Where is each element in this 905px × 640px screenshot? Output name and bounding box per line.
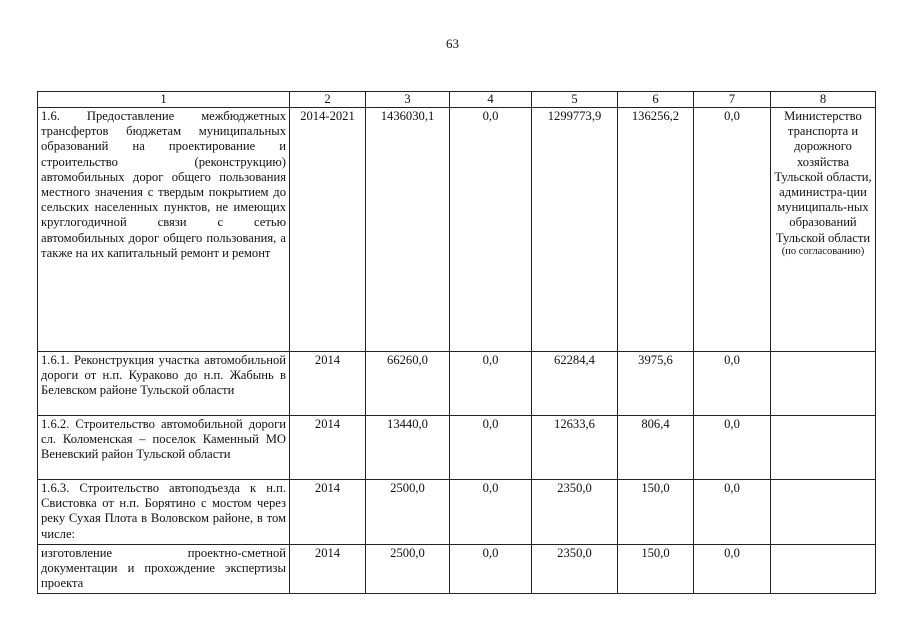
col7-cell: 0,0 — [694, 480, 771, 545]
activity-name-cell: 1.6. Предоставление межбюджетных трансфертов бюджетам муниципальных образований на проектирование и строительство (реконструкцию) автомобильных дорог общего пользования местного значения с твердым покрытием до сельских населенных пунктов, не имеющих круглогодичной связи с сетью автомобильных дорог общего пользования, а также на их капитальный ремонт и ремонт — [38, 108, 290, 352]
col6-cell: 150,0 — [618, 544, 694, 594]
page-number: 63 — [446, 36, 459, 51]
activity-name-cell: изготовление проектно-сметной документации и прохождение экспертизы проекта — [38, 544, 290, 594]
period-cell: 2014 — [290, 352, 366, 416]
column-header-4: 4 — [450, 92, 532, 108]
executor-text: Министерство транспорта и дорожного хозяйства Тульской области, администра-ции муниципаль-ных образований Тульской области — [774, 109, 872, 245]
executor-cell — [771, 416, 876, 480]
col6-cell: 136256,2 — [618, 108, 694, 352]
executor-cell — [771, 544, 876, 594]
activity-name-cell: 1.6.3. Строительство автоподъезда к н.п. Свистовка от н.п. Борятино с мостом через реку Сухая Плота в Воловском районе, в том числе: — [38, 480, 290, 545]
total-cell: 66260,0 — [366, 352, 450, 416]
column-header-3: 3 — [366, 92, 450, 108]
executor-note: (по согласованию) — [781, 245, 865, 257]
total-cell: 1436030,1 — [366, 108, 450, 352]
table-row — [38, 352, 876, 416]
executor-cell — [771, 480, 876, 545]
col5-cell: 2350,0 — [532, 480, 618, 545]
header-row — [38, 92, 876, 108]
period-cell: 2014-2021 — [290, 108, 366, 352]
total-cell: 13440,0 — [366, 416, 450, 480]
col7-cell: 0,0 — [694, 416, 771, 480]
activity-name-cell: 1.6.1. Реконструкция участка автомобильной дороги от н.п. Кураково до н.п. Жабынь в Белевском районе Тульской области — [38, 352, 290, 416]
column-header-8: 8 — [771, 92, 876, 108]
period-cell: 2014 — [290, 480, 366, 545]
col4-cell: 0,0 — [450, 416, 532, 480]
total-cell: 2500,0 — [366, 544, 450, 594]
col5-cell: 12633,6 — [532, 416, 618, 480]
program-table — [37, 91, 876, 594]
col4-cell: 0,0 — [450, 544, 532, 594]
column-header-2: 2 — [290, 92, 366, 108]
activity-name-cell: 1.6.2. Строительство автомобильной дороги сл. Коломенская – поселок Каменный МО Веневский район Тульской области — [38, 416, 290, 480]
col7-cell: 0,0 — [694, 352, 771, 416]
col5-cell: 62284,4 — [532, 352, 618, 416]
col6-cell: 3975,6 — [618, 352, 694, 416]
period-cell: 2014 — [290, 544, 366, 594]
col7-cell: 0,0 — [694, 544, 771, 594]
period-cell: 2014 — [290, 416, 366, 480]
col5-cell: 2350,0 — [532, 544, 618, 594]
col4-cell: 0,0 — [450, 352, 532, 416]
table-row — [38, 108, 876, 352]
executor-cell — [771, 352, 876, 416]
table-row — [38, 416, 876, 480]
total-cell: 2500,0 — [366, 480, 450, 545]
col4-cell: 0,0 — [450, 480, 532, 545]
column-header-6: 6 — [618, 92, 694, 108]
col4-cell: 0,0 — [450, 108, 532, 352]
executor-cell — [771, 108, 876, 352]
col6-cell: 150,0 — [618, 480, 694, 545]
column-header-1: 1 — [38, 92, 290, 108]
col5-cell: 1299773,9 — [532, 108, 618, 352]
column-header-7: 7 — [694, 92, 771, 108]
table-row — [38, 544, 876, 594]
col6-cell: 806,4 — [618, 416, 694, 480]
table-row — [38, 480, 876, 545]
col7-cell: 0,0 — [694, 108, 771, 352]
column-header-5: 5 — [532, 92, 618, 108]
